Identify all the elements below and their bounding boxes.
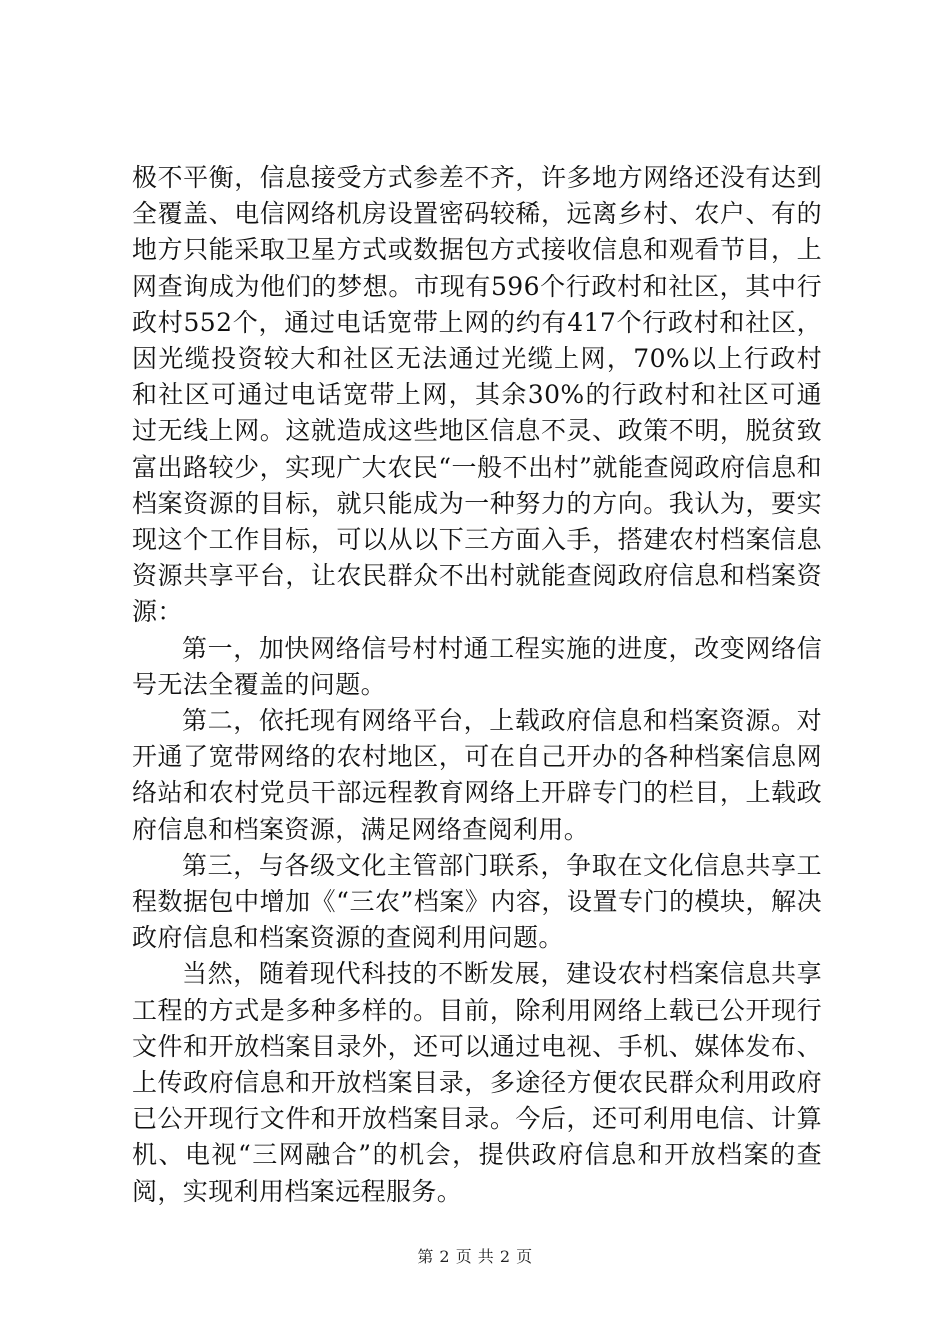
paragraph-second-measure: 第二，依托现有网络平台，上载政府信息和档案资源。对开通了宽带网络的农村地区，可在自己开办的各种档案信息网络站和农村党员干部远程教育网络上开辟专门的栏目，上载政府信息和档案资源，满足网络查阅利用。 — [132, 706, 822, 844]
paragraph-continuation: 极不平衡，信息接受方式参差不齐，许多地方网络还没有达到全覆盖、电信网络机房设置密码较稀，远离乡村、农户、有的地方只能采取卫星方式或数据包方式接收信息和观看节目，上网查询成为他们的梦想。市现有596个行政村和社区，其中行政村552个，通过电话宽带上网的约有417个行政村和社区，因光缆投资较大和社区无法通过光缆上网，70%以上行政村和社区可通过电话宽带上网，其余30%的行政村和社区可通过无线上网。这就造成这些地区信息不灵、政策不明，脱贫致富出路较少，实现广大农民“一般不出村”就能查阅政府信息和档案资源的目标，就只能成为一种努力的方向。我认为，要实现这个工作目标，可以从以下三方面入手，搭建农村档案信息资源共享平台，让农民群众不出村就能查阅政府信息和档案资源： — [132, 163, 822, 627]
paragraph-third-measure: 第三，与各级文化主管部门联系，争取在文化信息共享工程数据包中增加《“三农”档案》内容，设置专门的模块，解决政府信息和档案资源的查阅利用问题。 — [132, 850, 822, 953]
document-body — [132, 160, 822, 1210]
page-footer: 第 2 页 共 2 页 — [417, 1247, 533, 1266]
paragraph-conclusion: 当然，随着现代科技的不断发展，建设农村档案信息共享工程的方式是多种多样的。目前，除利用网络上载已公开现行文件和开放档案目录外，还可以通过电视、手机、媒体发布、上传政府信息和开放档案目录，多途径方便农民群众利用政府已公开现行文件和开放档案目录。今后，还可利用电信、计算机、电视“三网融合”的机会，提供政府信息和开放档案的查阅，实现利用档案远程服务。 — [132, 959, 822, 1206]
paragraph-first-measure: 第一，加快网络信号村村通工程实施的进度，改变网络信号无法全覆盖的问题。 — [132, 633, 822, 699]
